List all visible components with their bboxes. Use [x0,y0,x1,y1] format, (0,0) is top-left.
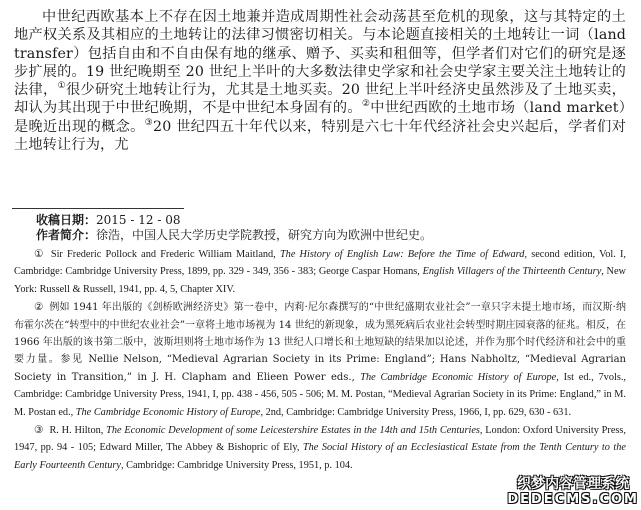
footnote-title: English Villagers of the Thirteenth Century [422,266,602,278]
footnote-number: ② [34,302,44,314]
received-value: 2015 - 12 - 08 [96,213,181,227]
received-label: 收稿日期： [36,213,97,227]
footnote-2 [14,299,626,421]
paragraph-text: 中世纪西欧基本上不存在因土地兼并造成周期性社会动荡甚至危机的现象，这与其特定的土地产权关系及其相应的土地转让的法律习惯密切相关。与本论题直接相关的土地转让一词（land transfer）包括自由和不自由保有地的继承、赠予、买卖和租佃等，但学者们对它们的研究是逐步扩展的。19 世纪晚期至 20 世纪上半叶的大多数法律史学家和社会史学家主要关注土地转让的法律， [14,9,626,99]
footnote-text: , Cambridge: Cambridge University Press, 1951, p. 104. [120,459,353,471]
footnote-text: 例如 1941 年出版的《剑桥欧洲经济史》第一卷中，内莉·尼尔森撰写的“中世纪盛期农业社会”一章只字未提土地市场，而汉斯·纳布霍尔茨在“转型中的中世纪农业社会”一章将土地市场视为 14 世纪的新现象，成为黑死病后农业社会转型时期庄园衰落的征兆。相反，在 1966 年出版的该书第二版中，波斯坦则将土地市场作为 13 世纪人口增长和土地短缺的结果加以论述，并作为那个时代经济和社会中的重要力量。参见 Nellie Nelson, “Medieval Agrarian Society in its Prime: England”; Hans Nabholtz, “Medieval Agrarian Society in Transition,” in J. H. Clapham and Elieen Power eds., [14,302,627,383]
footnote-title: The Cambridge Economic History of Europe [75,406,261,418]
paragraph-text: 20 世纪四五十年代以来，特别是六七十年代经济社会史兴起后，学者们对土地转让行为，尤 [14,118,627,154]
footnote-title: The History of English Law: Before the Time of Edward [279,249,525,260]
footnote-text: , 2nd, Cambridge: Cambridge University Press, 1966, I, pp. 629, 630 - 631. [260,406,572,418]
received-date [36,212,180,228]
footnote-1 [14,246,626,298]
footnote-text: Sir Frederic Pollock and Frederic William Maitland, [50,249,280,260]
footnote-text: , second edition, Vol. I, Cambridge: Cambridge University Press, 1899, pp. 329 - 349, 356 - 383; George Caspar Homans, [14,249,626,278]
footnote-number: ① [34,249,45,260]
footnote-text: , London: Oxford University Press, 1947, pp. 94 - 105; Edward Miller, The Abbey & Bishopric of Ely, [14,425,626,454]
author-info [36,227,432,243]
footnotes [14,246,626,475]
author-value: 徐浩，中国人民大学历史学院教授，研究方向为欧洲中世纪史。 [96,228,433,242]
footnote-title: The Social History of an Ecclesiastical Estate from the Tenth Century to the Early Fourteenth Century [14,442,626,471]
footnote-text: , New York: Russell & Russell, 1941, pp. 4, 5, Chapter XIV. [14,266,626,295]
footnote-ref-3[interactable]: ③ [144,117,154,128]
footnote-title: The Economic Development of some Leicestershire Estates in the 14th and 15th Centuries [106,425,480,437]
footnote-divider [12,208,184,209]
paragraph-text: 中世纪西欧的土地市场（land market）是晚近出现的概念。 [14,100,627,135]
footnote-3 [14,422,626,474]
body-paragraph [14,8,626,154]
footnote-title: The Cambridge Economic History of Europe [360,371,557,383]
footnote-number: ③ [34,425,44,437]
footnote-ref-1[interactable]: ① [57,81,66,92]
main-text [14,8,626,154]
watermark-line2: DEDECMS.COM [507,492,639,507]
author-label: 作者简介： [36,228,97,242]
footnote-text: , Ist ed., 7vols., Cambridge: Cambridge University Press, 1941, I, pp. 438 - 456, 505 - 506; M. M. Postan, “Medieval Agrarian Society in its Prime: England,” in M. M. Postan ed., [14,371,626,418]
watermark [507,476,639,507]
watermark-line1: 织梦内容管理系统 [517,476,630,492]
footnote-ref-2[interactable]: ② [361,99,371,110]
footnote-text: R. H. Hilton, [49,425,107,437]
paragraph-text: 很少研究土地转让行为，尤其是土地买卖。20 世纪上半叶经济史虽然涉及了土地买卖，却认为其出现于中世纪晚期，不是中世纪本身固有的。 [14,82,626,117]
